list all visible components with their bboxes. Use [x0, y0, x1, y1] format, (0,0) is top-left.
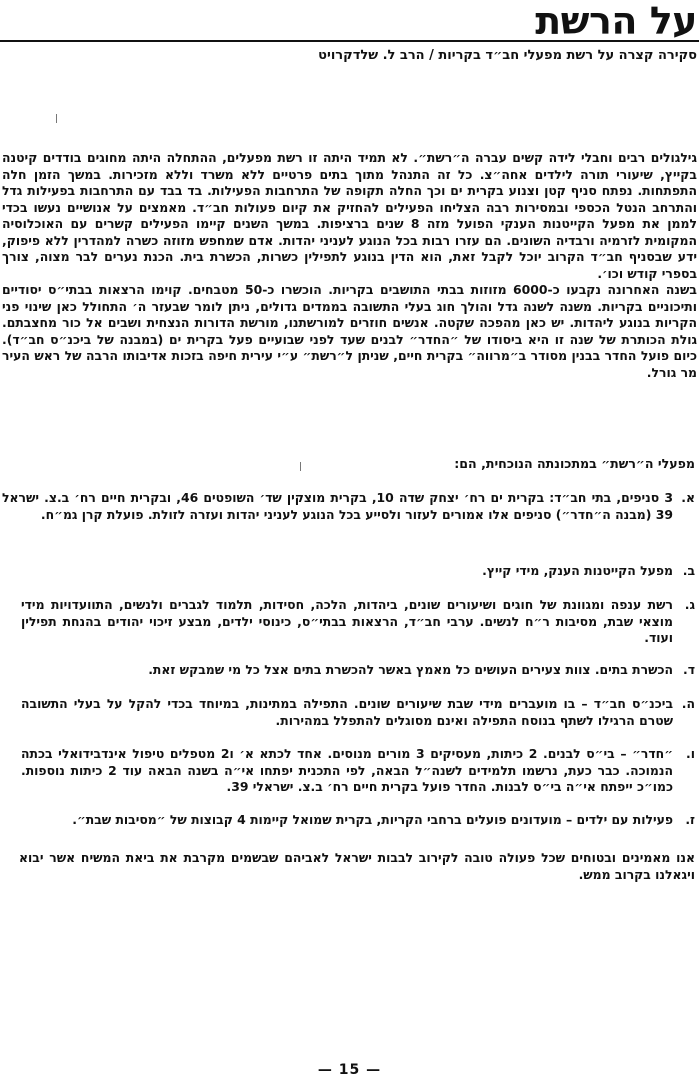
item-letter: ב.: [682, 563, 695, 578]
list-item: [19, 812, 699, 829]
title-divider: [0, 40, 699, 42]
list-item: [19, 696, 699, 729]
closing-paragraph: אנו מאמינים ובטוחים שכל פעולה טובה לקירוב לבבות ישראל לאביהם שבשמים מקרבת את ביאת המשיח אשר יבוא ויגאלנו בקרוב ממש.: [19, 850, 695, 882]
list-item: [0, 490, 699, 523]
item-letter: ה.: [681, 696, 695, 711]
article-subtitle: סקירה קצרה על רשת מפעלי חב״ד בקריות / הרב ל. שלדקרויט: [318, 48, 697, 63]
item-text: מפעל הקייטנות הענק, מידי קייץ.: [482, 563, 673, 578]
item-letter: ז.: [685, 812, 695, 827]
item-text: הכשרת בתים. צוות צעירים העושים כל מאמץ באשר להכשרת בתים אצל כל מי שמבקש זאת.: [148, 662, 673, 677]
item-letter: ג.: [684, 597, 695, 612]
scan-speck: [300, 462, 301, 471]
scan-speck: [56, 114, 57, 123]
list-item: [0, 563, 699, 580]
item-text: ״חדר״ – בי״ס לבנים. 2 כיתות, מעסיקים 3 מורים מנוסים. אחד לכתא א׳ ו2 מטפלים טיפול אינדבידואלי בכתה הנמוכה. כבר כעת, נרשמו תלמידים לשנה״ל הבאה, לפי התכנית יפתחו אי״ה בשנה הבאה עוד 2 כיתות נוספות. כמו״כ ייפתח אי״ה בי״ס לבנות. החדר פועל בקרית חיים רח׳ ב.צ. ישראלי 39.: [21, 746, 673, 794]
item-letter: ד.: [683, 662, 695, 677]
intro-section: [2, 150, 697, 381]
list-heading: מפעלי ה״רשת״ במתכונתה הנוכחית, הם:: [454, 456, 695, 471]
item-text: 3 סניפים, בתי חב״ד: בקרית ים רח׳ יצחק שדה 10, בקרית מוצקין שד׳ השופטים 46, ובקרית חיים רח׳ ב.צ. ישראל 39 (מבנה ה״חדר״) סניפים אלו אמורים לעזור ולסייע בכל הנוגע לעניני יהדות ועזרה לזולת. פועלת קרן גמ״ח.: [2, 490, 673, 522]
intro-paragraph: גילגולים רבים וחבלי לידה קשים עברה ה״רשת״. לא תמיד היתה זו רשת מפעלים, ההתחלה היתה מחוגים בודדים קיטנה בקייץ, שיעורי תורה לילדים אחה״צ. כל זה התנהל מתוך בתים פרטיים ללא משרד וללא מזכירות. במשך הזמן חלה התפתחות. נפתח סניף קטן וצנוע בקרית ים וכך החלה תקופה של התרחבות הפעילות. בד בבד עם התרחבות בפעילות גדל והתרחב הנטל הכספי ובמסירות רבה הצליחו הפעילים להחזיק את קיום פעולות חב״ד. מאמצים על אנושיים נעשו בכדי לממן את מפעל הקייטנות הענקי הפועל מזה 8 שנים ברציפות. במשך השנים קיימו הפעילים קשרים עם האוכלוסיה המקומית לזרמיה ורבדיה השונים. הם עזרו רבות בכל הנוגע לעניני יהדות. אדם שמחפש מזוזה כשרה למהדרין ללא פיפוק, ידע שבסניף חב״ד הקרוב יוכל לקבל זאת, הוא הדין בנוגע לתפילין כשרות, הכשרת בית. הכנת נערים לבר מצוה, צורך בספרי קודש וכו׳.: [2, 150, 697, 281]
page-number: — 15 —: [317, 1062, 382, 1078]
intro-paragraph: בשנה האחרונה נקבעו כ-6000 מזוזות בבתי התושבים בקריות. הוכשרו כ-50 מטבחים. קוימו הרצאות בבתי״ס יסודיים ותיכוניים בקריות. משנה לשנה גדל והולך חוג בעלי התשובה בממדים גדולים, ניתן לומר שבעזר ה׳ התחולל כאן שינוי פני הקריות בנוגע ליהדות. יש כאן מהפכה שקטה. אנשים חוזרים למורשתנו, מורשת הדורות הנצחית ושבים אל כור מחצבתם. גולת הכותרת של שנה זו היא ביסודו של ״החדר״ לבנים שעד לפני שבועיים פעל בקרית ים (במבנה של ביכנ״ס חב״ד). כיום פועל החדר בבנין מסודר ב״מרווה״ בקרית חיים, שניתן ל״רשת״ ע״י עירית חיפה בזכות אדיבותו הרבה של ראש העיר מר גורל.: [2, 282, 697, 380]
item-letter: א.: [681, 490, 695, 505]
item-text: ביכנ״ס חב״ד – בו מועברים מידי שבת שיעורים שונים. התפילה במתינות, במיוחד בכדי להקל על בעלי התשובה שטרם הרגילו לשתף בנוסח התפילה ואינם מסוגלים להתפלל במהירות.: [21, 696, 673, 728]
item-letter: ו.: [686, 746, 695, 761]
list-item: [19, 597, 699, 647]
list-item: [19, 746, 699, 796]
item-text: פעילות עם ילדים – מועדונים פועלים ברחבי הקריות, בקרית שמואל קיימות 4 קבוצות של ״מסיבות שבת״.: [72, 812, 673, 827]
page-title: על הרשת: [535, 0, 697, 43]
list-item: [19, 662, 699, 679]
item-text: רשת ענפה ומגוונת של חוגים ושיעורים שונים, ביהדות, הלכה, חסידות, תלמוד לגברים ולנשים, התוועדויות מידי מוצאי שבת, מסיבות ר״ח לנשים. ערבי חב״ד, הרצאות בבתי״ס, כינוסי ילדים, מבצע זיכוי יהודים בהנחת תפילין ועוד.: [21, 597, 673, 645]
